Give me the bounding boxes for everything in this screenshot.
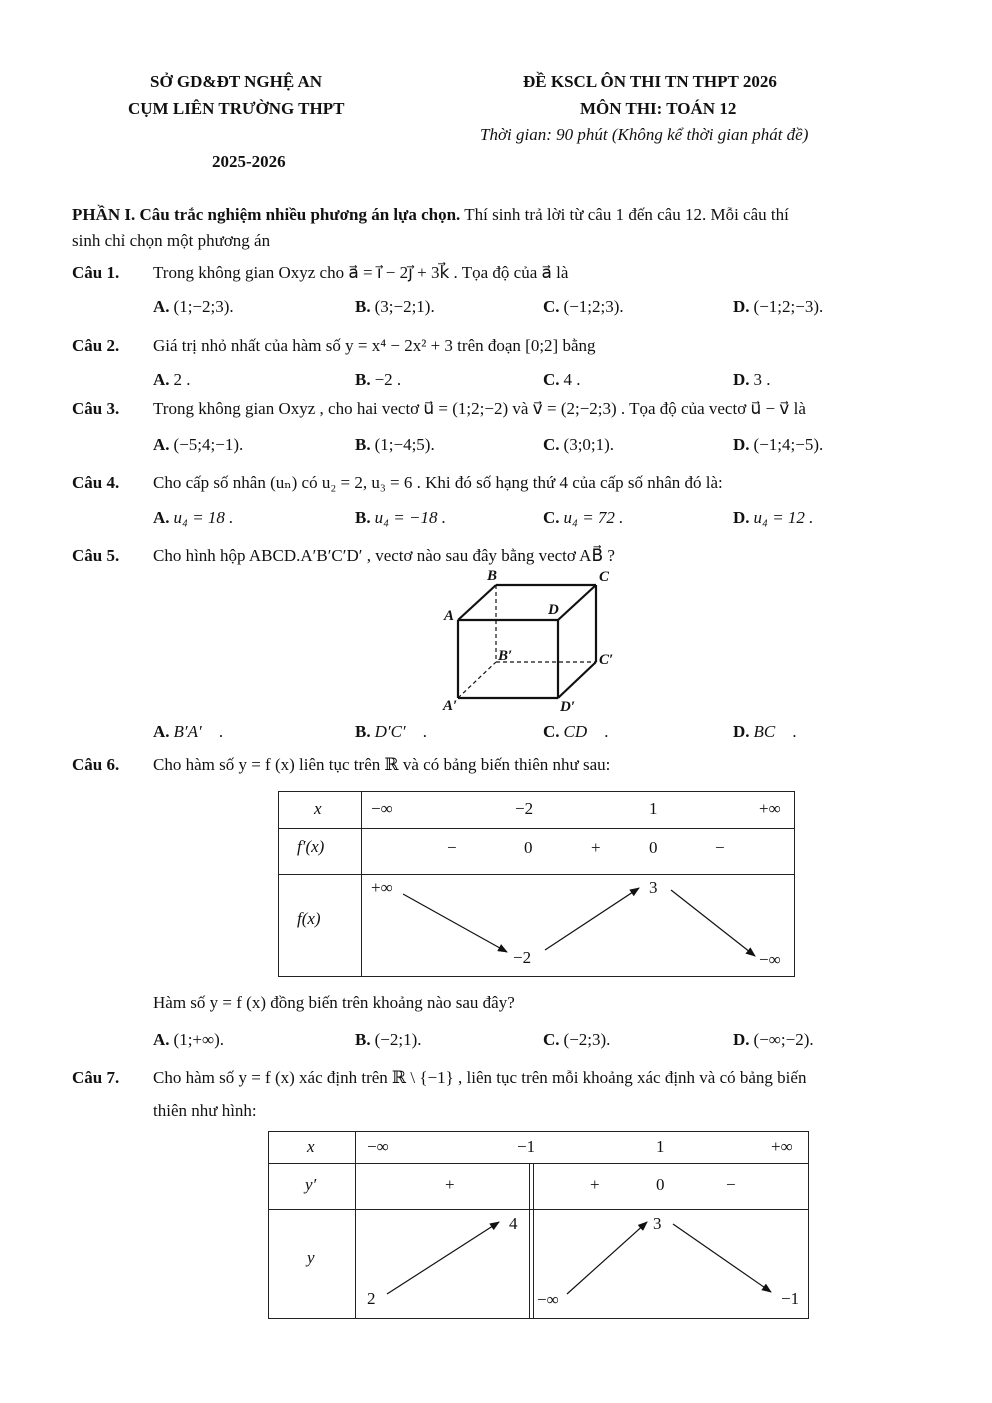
- exam-subject: MÔN THI: TOÁN 12: [580, 99, 737, 118]
- question-6-subtext: Hàm số y = f (x) đồng biến trên khoảng nào sau đây?: [153, 993, 515, 1012]
- arrow-decrease-1: [403, 894, 507, 952]
- question-2-label: Câu 2.: [72, 336, 120, 355]
- option-value: u₄ = 18 .: [173, 508, 234, 527]
- part1-title: PHẦN I. Câu trắc nghiệm nhiều phương án lựa chọn.: [72, 205, 461, 224]
- question-6-option-c[interactable]: [543, 1030, 610, 1050]
- question-3-option-c[interactable]: [543, 435, 614, 455]
- option-letter: D.: [733, 1030, 750, 1049]
- question-1-option-d[interactable]: [733, 297, 823, 317]
- option-letter: A.: [153, 722, 170, 741]
- derivative-sign-2: +: [591, 838, 601, 857]
- question-6-option-d[interactable]: [733, 1030, 814, 1050]
- option-letter: D.: [733, 297, 750, 316]
- option-letter: A.: [153, 370, 170, 389]
- option-value: u₄ = 72 .: [563, 508, 624, 527]
- question-5-option-b[interactable]: [355, 722, 427, 742]
- vertex-label-C1: C′: [599, 652, 614, 668]
- edge-DC: [558, 585, 596, 620]
- department-name: SỞ GD&ĐT NGHỆ AN: [150, 72, 323, 91]
- arrow-decrease-2: [671, 890, 755, 956]
- option-value: 4 .: [563, 370, 581, 389]
- option-letter: D.: [733, 435, 750, 454]
- option-value: −2 .: [374, 370, 402, 389]
- question-2-option-b[interactable]: [355, 370, 401, 390]
- f-value-2: 3: [649, 878, 658, 897]
- option-value: D′C′⃗ .: [374, 722, 428, 741]
- part1-instructions: [72, 205, 789, 225]
- option-letter: A.: [153, 508, 170, 527]
- option-value: 3 .: [753, 370, 771, 389]
- y-value-3: 3: [653, 1214, 662, 1233]
- option-value: (−1;2;−3).: [753, 297, 824, 316]
- option-value: (−5;4;−1).: [173, 435, 244, 454]
- question-3-option-a[interactable]: [153, 435, 243, 455]
- vertex-label-C: C: [599, 569, 610, 585]
- edge-AB: [458, 585, 496, 620]
- x-value-1: −2: [515, 799, 534, 818]
- question-4-option-a[interactable]: [153, 508, 233, 528]
- option-value: (−2;1).: [374, 1030, 422, 1049]
- vertex-label-B1: B′: [498, 648, 513, 664]
- option-letter: C.: [543, 370, 560, 389]
- option-value: B′A′⃗ .: [173, 722, 224, 741]
- row-label-function: f(x): [297, 909, 321, 928]
- question-4-label: Câu 4.: [72, 473, 120, 492]
- option-value: (3;0;1).: [563, 435, 615, 454]
- question-6-option-b[interactable]: [355, 1030, 421, 1050]
- f-value-0: +∞: [371, 878, 393, 897]
- question-7-text-line2: thiên như hình:: [153, 1101, 257, 1120]
- variation-table-q6: [278, 791, 795, 977]
- y-value-2: −∞: [537, 1290, 559, 1309]
- question-6-label: Câu 6.: [72, 755, 120, 774]
- vertex-label-A: A: [444, 608, 455, 624]
- vertex-label-D1: D′: [560, 699, 576, 715]
- option-value: 2 .: [173, 370, 191, 389]
- option-value: (1;−2;3).: [173, 297, 234, 316]
- school-cluster-name: CỤM LIÊN TRƯỜNG THPT: [128, 99, 345, 118]
- option-letter: B.: [355, 370, 371, 389]
- question-4-text: Cho cấp số nhân (uₙ) có u₂ = 2, u₃ = 6 . Khi đó số hạng thứ 4 của cấp số nhân đó là:: [153, 473, 723, 492]
- x-value-2: 1: [656, 1137, 665, 1156]
- derivative-zero-2: 0: [656, 1175, 665, 1194]
- question-4-option-b[interactable]: [355, 508, 446, 528]
- question-4-option-c[interactable]: [543, 508, 623, 528]
- part1-desc: Thí sinh trả lời từ câu 1 đến câu 12. Mỗi câu thí: [460, 205, 789, 224]
- option-value: (−∞;−2).: [753, 1030, 814, 1049]
- row-label-derivative: f′(x): [297, 837, 325, 856]
- question-5-option-d[interactable]: [733, 722, 797, 742]
- derivative-sign-0: −: [447, 838, 457, 857]
- option-value: BC⃗ .: [753, 722, 797, 741]
- y-value-4: −1: [781, 1289, 800, 1308]
- question-2-option-d[interactable]: [733, 370, 771, 390]
- question-6-text: Cho hàm số y = f (x) liên tục trên ℝ và có bảng biến thiên như sau:: [153, 755, 611, 774]
- vertex-label-D: D: [548, 602, 559, 618]
- option-letter: B.: [355, 1030, 371, 1049]
- option-letter: C.: [543, 435, 560, 454]
- option-letter: A.: [153, 297, 170, 316]
- row-label-x: x: [307, 1137, 315, 1156]
- derivative-sign-1: +: [590, 1175, 600, 1194]
- option-value: u₄ = −18 .: [374, 508, 446, 527]
- option-letter: D.: [733, 508, 750, 527]
- option-letter: A.: [153, 1030, 170, 1049]
- exam-title: ĐỀ KSCL ÔN THI TN THPT 2026: [523, 72, 777, 91]
- question-2-text: Giá trị nhỏ nhất của hàm số y = x⁴ − 2x² + 3 trên đoạn [0;2] bằng: [153, 336, 596, 355]
- option-value: (−1;4;−5).: [753, 435, 824, 454]
- row-label-derivative: y′: [305, 1175, 317, 1194]
- question-7-text: Cho hàm số y = f (x) xác định trên ℝ \ {−1} , liên tục trên mỗi khoảng xác định và có bảng biến: [153, 1068, 807, 1087]
- vertex-label-B: B: [487, 568, 498, 584]
- f-value-1: −2: [513, 948, 532, 967]
- question-6-option-a[interactable]: [153, 1030, 224, 1050]
- option-letter: C.: [543, 1030, 560, 1049]
- derivative-zero-3: 0: [649, 838, 658, 857]
- option-letter: B.: [355, 297, 371, 316]
- x-value-3: +∞: [759, 799, 781, 818]
- y-value-0: 2: [367, 1289, 376, 1308]
- x-value-2: 1: [649, 799, 658, 818]
- arrow-decrease: [673, 1224, 771, 1292]
- question-2-option-c[interactable]: [543, 370, 581, 390]
- question-2-option-a[interactable]: [153, 370, 191, 390]
- option-value: (1;−4;5).: [374, 435, 435, 454]
- option-letter: B.: [355, 508, 371, 527]
- vertex-label-A1: A′: [443, 698, 458, 714]
- arrow-increase-1: [387, 1222, 499, 1294]
- option-value: u₄ = 12 .: [753, 508, 814, 527]
- option-letter: C.: [543, 508, 560, 527]
- question-5-label: Câu 5.: [72, 546, 120, 565]
- variation-table-q7: [268, 1131, 809, 1319]
- school-year: 2025-2026: [212, 152, 286, 171]
- question-3-option-d[interactable]: [733, 435, 823, 455]
- derivative-sign-4: −: [715, 838, 725, 857]
- option-letter: D.: [733, 370, 750, 389]
- x-value-3: +∞: [771, 1137, 793, 1156]
- table7-arrows: [269, 1132, 810, 1320]
- derivative-sign-3: −: [726, 1175, 736, 1194]
- option-value: (−2;3).: [563, 1030, 611, 1049]
- question-3-label: Câu 3.: [72, 399, 120, 418]
- option-letter: C.: [543, 722, 560, 741]
- x-value-0: −∞: [367, 1137, 389, 1156]
- option-value: (−1;2;3).: [563, 297, 624, 316]
- question-5-option-c[interactable]: [543, 722, 609, 742]
- arrow-increase: [545, 888, 639, 950]
- option-letter: D.: [733, 722, 750, 741]
- row-label-y: y: [307, 1248, 315, 1267]
- table6-arrows: [279, 792, 796, 978]
- edge-A1B1-hidden: [458, 662, 496, 698]
- y-value-1: 4: [509, 1214, 518, 1233]
- question-5-text: Cho hình hộp ABCD.A′B′C′D′ , vectơ nào sau đây bằng vectơ AB⃗ ?: [153, 546, 615, 565]
- question-5-option-a[interactable]: [153, 722, 223, 742]
- option-letter: C.: [543, 297, 560, 316]
- option-value: (1;+∞).: [173, 1030, 225, 1049]
- option-value: CD⃗ .: [563, 722, 609, 741]
- option-letter: A.: [153, 435, 170, 454]
- x-value-1: −1: [517, 1137, 536, 1156]
- option-letter: B.: [355, 722, 371, 741]
- arrow-increase-2: [567, 1222, 647, 1294]
- question-1-option-c[interactable]: [543, 297, 624, 317]
- question-3-option-b[interactable]: [355, 435, 435, 455]
- x-value-0: −∞: [371, 799, 393, 818]
- question-1-label: Câu 1.: [72, 263, 120, 282]
- edge-D1C1: [558, 662, 596, 698]
- option-letter: B.: [355, 435, 371, 454]
- question-3-text: Trong không gian Oxyz , cho hai vectơ u⃗ = (1;2;−2) và v⃗ = (2;−2;3) . Tọa độ của vectơ u⃗ − v⃗ là: [153, 399, 806, 418]
- derivative-sign-0: +: [445, 1175, 455, 1194]
- exam-duration: Thời gian: 90 phút (Không kể thời gian phát đề): [480, 125, 809, 144]
- part1-desc-line2: sinh chỉ chọn một phương án: [72, 231, 271, 250]
- question-4-option-d[interactable]: [733, 508, 813, 528]
- question-1-text: Trong không gian Oxyz cho a⃗ = i⃗ − 2j⃗ + 3k⃗ . Tọa độ của a⃗ là: [153, 263, 569, 282]
- question-1-option-b[interactable]: [355, 297, 435, 317]
- f-value-3: −∞: [759, 950, 781, 969]
- row-label-x: x: [314, 799, 322, 818]
- option-value: (3;−2;1).: [374, 297, 435, 316]
- question-1-option-a[interactable]: [153, 297, 234, 317]
- question-7-label: Câu 7.: [72, 1068, 120, 1087]
- derivative-zero-1: 0: [524, 838, 533, 857]
